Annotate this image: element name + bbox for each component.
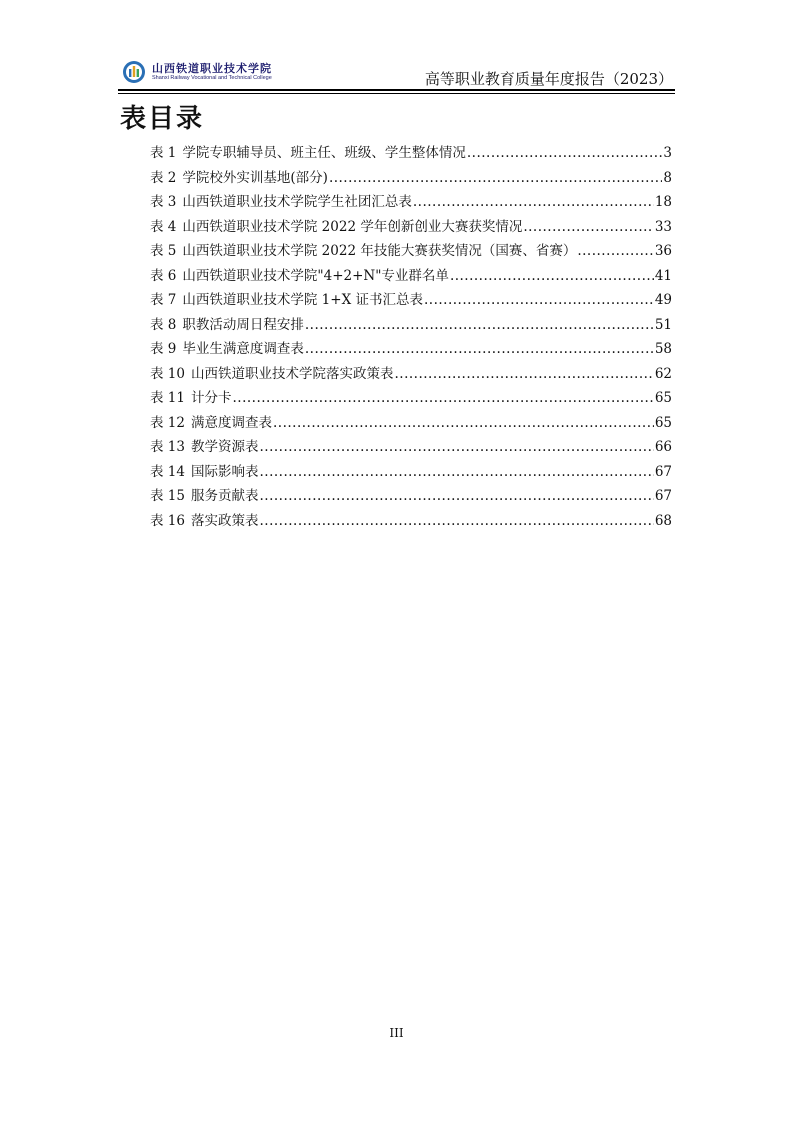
toc-entry-number: 表 12 bbox=[150, 414, 185, 431]
toc-entry-title: 国际影响表 bbox=[190, 463, 259, 480]
toc-entry-page: 3 bbox=[663, 145, 672, 161]
header-rule-thin bbox=[118, 93, 675, 94]
logo-english-name: Shanxi Railway Vocational and Technical College bbox=[152, 75, 272, 81]
toc-entry-page: 67 bbox=[654, 463, 672, 480]
page-header bbox=[118, 58, 675, 90]
toc-entry[interactable] bbox=[150, 190, 672, 215]
toc-leader-dots bbox=[394, 366, 653, 382]
toc-leader-dots bbox=[259, 513, 653, 529]
toc-entry[interactable] bbox=[150, 239, 672, 264]
toc-entry-title: 山西铁道职业技术学院学生社团汇总表 bbox=[182, 194, 412, 210]
toc-leader-dots bbox=[577, 243, 653, 259]
toc-entry[interactable] bbox=[150, 264, 672, 289]
toc-entry-title: 毕业生满意度调查表 bbox=[182, 341, 304, 357]
toc-entry-title: 职教活动周日程安排 bbox=[182, 316, 304, 333]
toc-entry-number: 表 8 bbox=[150, 316, 177, 333]
toc-entry-page: 65 bbox=[654, 414, 672, 431]
toc-entry[interactable] bbox=[150, 509, 672, 534]
toc-entry[interactable] bbox=[150, 215, 672, 240]
toc-entry-page: 62 bbox=[654, 365, 672, 382]
toc-leader-dots bbox=[259, 488, 653, 504]
toc-entry-page: 51 bbox=[654, 316, 672, 333]
toc-entry[interactable] bbox=[150, 313, 672, 338]
toc-entry[interactable] bbox=[150, 411, 672, 436]
toc-entry-page: 67 bbox=[654, 488, 672, 504]
toc-entry-number: 表 11 bbox=[150, 390, 185, 406]
toc-entry-page: 33 bbox=[654, 218, 672, 235]
logo-chinese-name: 山西铁道职业技术学院 bbox=[152, 62, 272, 75]
toc-entry[interactable] bbox=[150, 337, 672, 362]
college-emblem-icon bbox=[122, 60, 146, 84]
toc-entry[interactable] bbox=[150, 435, 672, 460]
toc-entry-title: 落实政策表 bbox=[190, 512, 259, 529]
toc-entry[interactable] bbox=[150, 288, 672, 313]
toc-leader-dots bbox=[329, 170, 662, 186]
toc-leader-dots bbox=[305, 341, 654, 357]
report-title: 高等职业教育质量年度报告（2023） bbox=[424, 70, 673, 88]
toc-entry[interactable] bbox=[150, 166, 672, 191]
toc-entry-number: 表 13 bbox=[150, 439, 185, 455]
header-rule bbox=[118, 89, 675, 91]
toc-entry-number: 表 14 bbox=[150, 463, 185, 480]
toc-entry-number: 表 9 bbox=[150, 341, 177, 357]
toc-entry-page: 41 bbox=[654, 267, 672, 284]
toc-entry[interactable] bbox=[150, 386, 672, 411]
toc-entry-title: 服务贡献表 bbox=[190, 488, 259, 504]
toc-entry-number: 表 16 bbox=[150, 512, 185, 529]
toc-entry-number: 表 3 bbox=[150, 194, 177, 210]
toc-entry[interactable] bbox=[150, 141, 672, 166]
toc-entry-number: 表 10 bbox=[150, 365, 185, 382]
page-number: III bbox=[389, 1026, 404, 1040]
toc-entry-page: 65 bbox=[654, 390, 672, 406]
toc-leader-dots bbox=[305, 317, 654, 333]
toc-entry-title: 计分卡 bbox=[190, 390, 232, 406]
toc-entry-title: 教学资源表 bbox=[190, 439, 259, 455]
toc-entry-page: 8 bbox=[663, 169, 672, 186]
toc-entry-page: 68 bbox=[654, 512, 672, 529]
toc-entry-number: 表 15 bbox=[150, 488, 185, 504]
toc-entry-page: 36 bbox=[654, 243, 672, 259]
toc-leader-dots bbox=[523, 219, 653, 235]
toc-leader-dots bbox=[259, 439, 653, 455]
toc-entry[interactable] bbox=[150, 460, 672, 485]
toc-entry-page: 49 bbox=[654, 292, 672, 308]
toc-entry-number: 表 2 bbox=[150, 169, 177, 186]
toc-entry-number: 表 5 bbox=[150, 243, 177, 259]
toc-entry-title: 山西铁道职业技术学院 2022 年技能大赛获奖情况（国赛、省赛） bbox=[182, 243, 577, 259]
toc-entry-number: 表 4 bbox=[150, 218, 177, 235]
toc-entry[interactable] bbox=[150, 362, 672, 387]
toc-entry-title: 山西铁道职业技术学院落实政策表 bbox=[190, 365, 394, 382]
table-of-contents bbox=[150, 141, 672, 533]
toc-entry-title: 山西铁道职业技术学院"4+2+N"专业群名单 bbox=[182, 267, 449, 284]
toc-heading: 表目录 bbox=[120, 104, 205, 134]
toc-entry-title: 学院校外实训基地(部分) bbox=[182, 169, 328, 186]
toc-leader-dots bbox=[413, 194, 654, 210]
toc-entry-title: 山西铁道职业技术学院 1+X 证书汇总表 bbox=[182, 292, 423, 308]
toc-entry-number: 表 6 bbox=[150, 267, 177, 284]
toc-leader-dots bbox=[273, 415, 654, 431]
toc-entry-title: 满意度调查表 bbox=[190, 414, 272, 431]
toc-leader-dots bbox=[450, 268, 654, 284]
toc-entry-number: 表 1 bbox=[150, 145, 177, 161]
toc-entry-page: 58 bbox=[654, 341, 672, 357]
toc-entry[interactable] bbox=[150, 484, 672, 509]
toc-entry-title: 山西铁道职业技术学院 2022 学年创新创业大赛获奖情况 bbox=[182, 218, 523, 235]
toc-entry-page: 66 bbox=[654, 439, 672, 455]
toc-entry-number: 表 7 bbox=[150, 292, 177, 308]
toc-leader-dots bbox=[232, 390, 653, 406]
college-logo bbox=[122, 60, 302, 86]
toc-leader-dots bbox=[259, 464, 653, 480]
toc-leader-dots bbox=[424, 292, 654, 308]
toc-entry-page: 18 bbox=[654, 194, 672, 210]
toc-entry-title: 学院专职辅导员、班主任、班级、学生整体情况 bbox=[182, 145, 466, 161]
toc-leader-dots bbox=[467, 145, 663, 161]
